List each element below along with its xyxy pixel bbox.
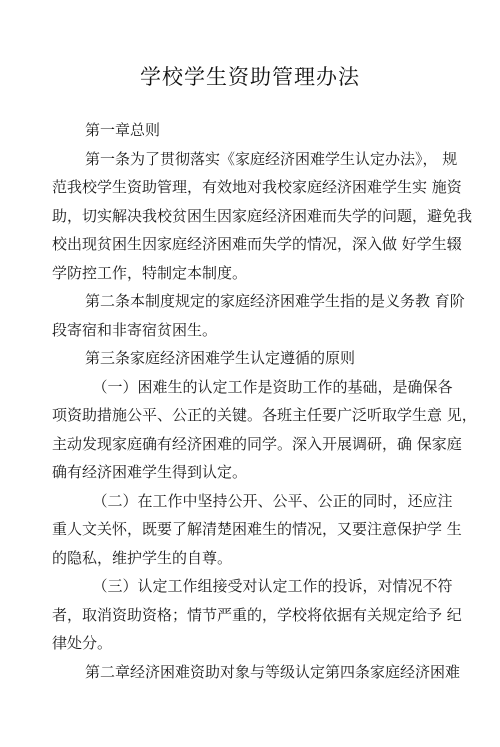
text-line: 律处分。 (52, 634, 113, 652)
document-body (52, 116, 477, 686)
paragraph-article-1 (52, 145, 473, 288)
text-line: 项资助措施公平、公正的关键。各班主任要广泛听取学生意 见， (52, 406, 477, 424)
text-line: 者，取消资助资格；情节严重的，学校将依据有关规定给予 纪 (52, 605, 462, 624)
text-line: 第二章经济困难资助对象与等级认定第四条家庭经济困难 (85, 662, 461, 681)
text-line: 重人文关怀，既要了解清楚困难生的情况，又要注意保护学 生 (52, 520, 462, 538)
text-line: 校出现贫困生因家庭经济困难而失学的情况，深入做 好学生辍 (52, 235, 462, 253)
paragraph-article-3 (52, 344, 460, 373)
text-line: 第一章总则 (85, 121, 161, 139)
text-line: 范我校学生资助管理，有效地对我校家庭经济困难学生实 施资 (52, 178, 462, 196)
text-line: 段寄宿和非寄宿贫困生。 (52, 320, 218, 339)
paragraph-principle-3 (52, 572, 460, 658)
text-line: （一）困难生的认定工作是资助工作的基础，是确保各 (92, 377, 453, 396)
text-line: 学防控工作，特制定本制度。 (52, 263, 248, 282)
document-title: 学校学生资助管理办法 (140, 65, 360, 89)
paragraph-principle-1 (52, 373, 477, 487)
chapter-heading (52, 116, 460, 145)
text-line: 主动发现家庭确有经济困难的同学。深入开展调研，确 保家庭 (52, 434, 462, 453)
text-line: 第三条家庭经济困难学生认定遵循的原则 (85, 349, 356, 367)
text-line: 第一条为了贯彻落实《家庭经济困难学生认定办法》， 规 (85, 149, 458, 168)
text-line: 确有经济困难学生得到认定。 (52, 463, 248, 481)
text-line: 的隐私，维护学生的自尊。 (52, 548, 233, 567)
text-line: （二）在工作中坚持公开、公平、公正的同时，还应注 (92, 491, 453, 510)
chapter-heading-2 (52, 658, 460, 687)
text-line: 第二条本制度规定的家庭经济困难学生指的是义务教 育阶 (85, 292, 465, 310)
text-line: 助，切实解决我校贫困生因家庭经济困难而失学的问题，避免我 (52, 206, 473, 225)
paragraph-principle-2 (52, 487, 460, 573)
paragraph-article-2 (52, 287, 465, 344)
text-line: （三）认定工作组接受对认定工作的投诉，对情况不符 (92, 577, 453, 595)
